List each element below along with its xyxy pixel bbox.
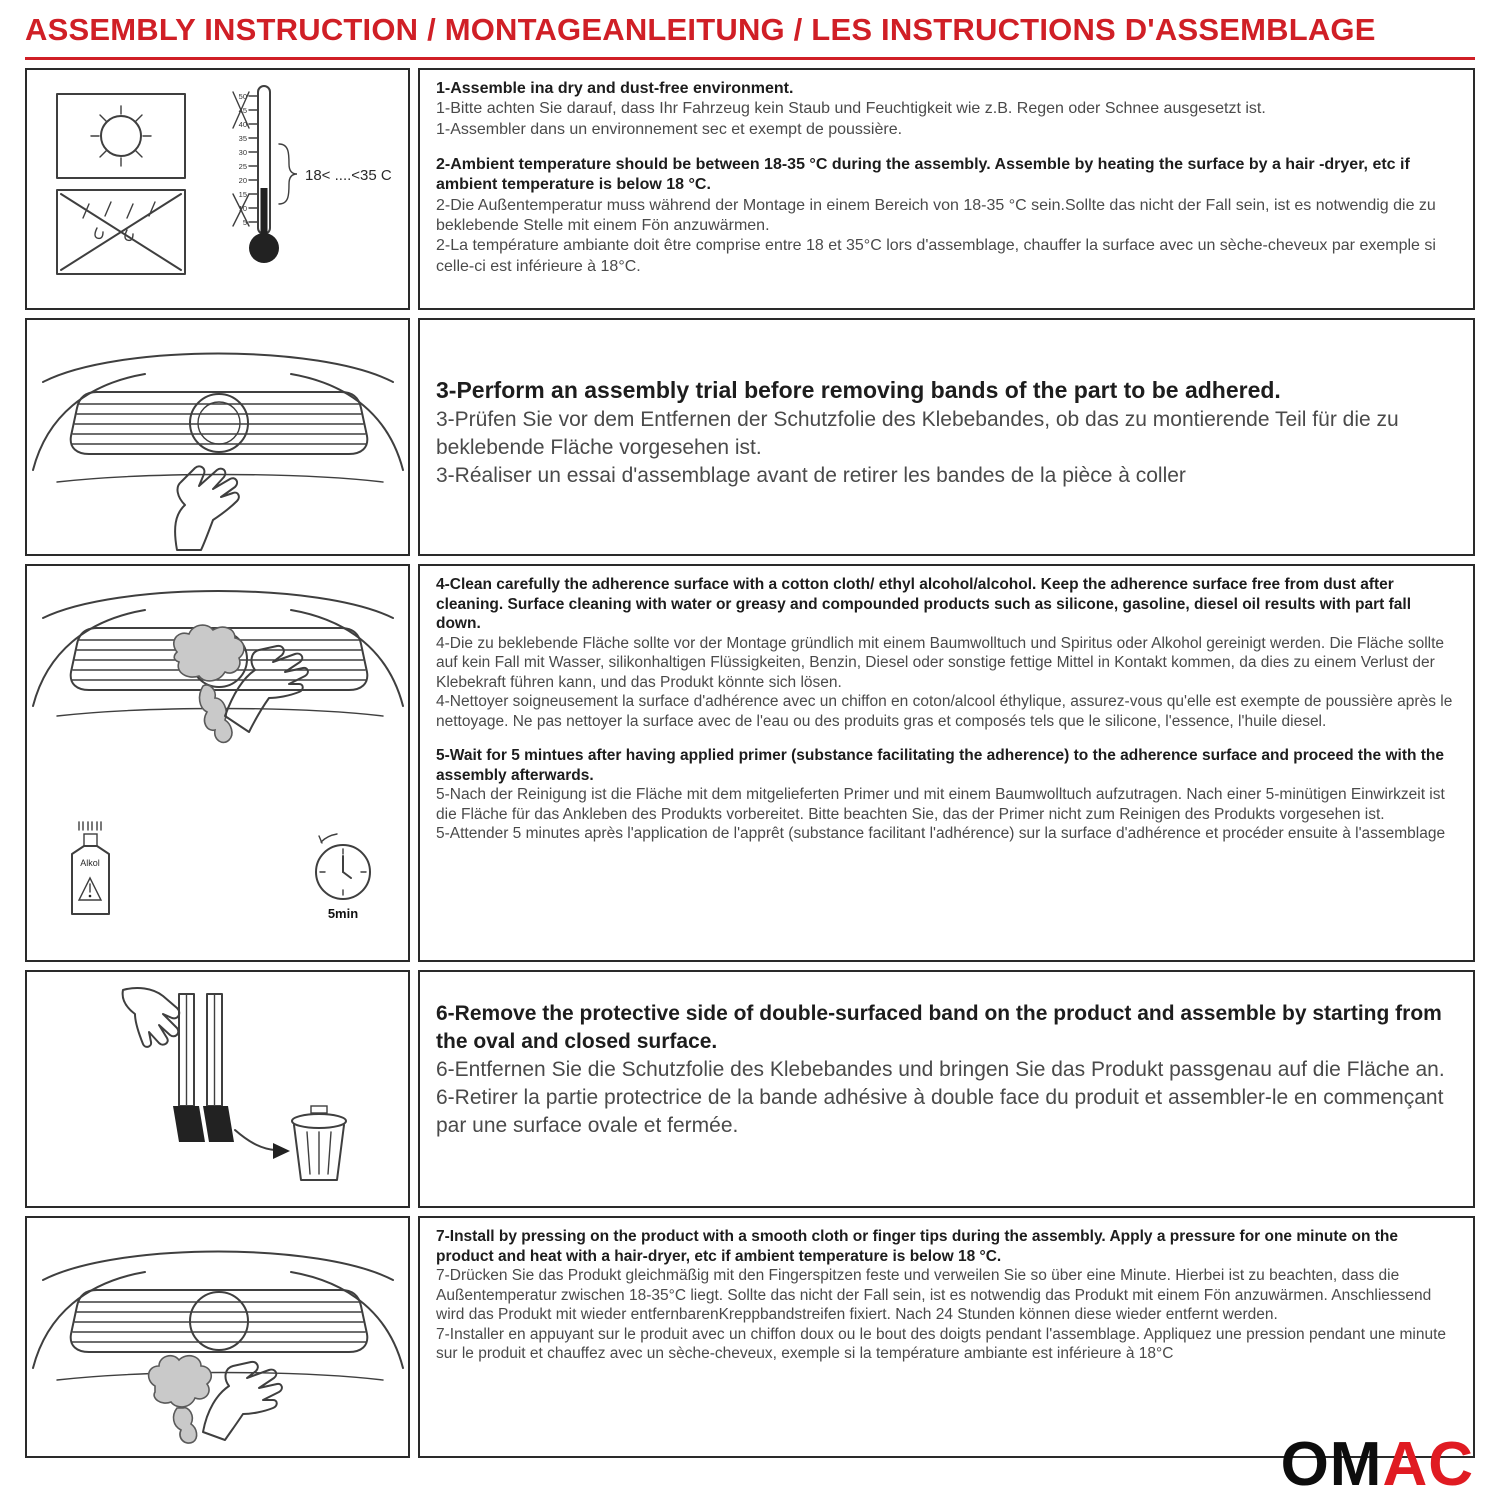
scale-40: 40 <box>238 120 247 129</box>
step-4-de: 4-Die zu beklebende Fläche sollte vor der Montage gründlich mit einem Baumwolltuch und Spiritus oder Alkohol gereinigt werden. Die Fläche sollte auf kein Fall mit Wasser, silikonhaltigen Flüssigkeiten, Benzin, Diesel oder sonstige fettige Mittel in Kontakt kommen, da dies zu einem Verlust der Klebekraft führen kann, und das Produkt könnte sich lösen. <box>436 634 1445 691</box>
scale-15: 15 <box>238 190 247 199</box>
omac-logo-red-part: AC <box>1382 1430 1474 1499</box>
thermometer-scale <box>233 92 258 227</box>
scale-10: 10 <box>238 204 247 213</box>
step-5-fr: 5-Attender 5 minutes après l'application de l'apprêt (substance facilitant l'adhérence) sur la surface d'adhérence et procéder ensuite à l'assemblage <box>436 825 1446 843</box>
figure-assembly-trial <box>25 318 410 556</box>
temp-range-label: 18< ....<35 C <box>305 167 392 184</box>
remove-band-illustration <box>27 972 408 1206</box>
step-2-en: 2-Ambient temperature should be between 18-35 °C during the assembly. Assemble by heating the surface by a hair -dryer, etc if ambient temperature is below 18 °C. <box>436 155 1410 194</box>
row-step-4-5 <box>25 564 1475 962</box>
omac-logo <box>1280 1430 1474 1499</box>
step-2-de: 2-Die Außentemperatur muss während der Montage in einem Bereich von 18-35 °C sein.Sollte das nicht der Fall sein, ist es notwendig die zu beklebende Stelle mit einem Fön anzuwärmen. <box>436 196 1436 234</box>
step-3-en: 3-Perform an assembly trial before removing bands of the part to be adhered. <box>436 377 1281 403</box>
car-grille-icon <box>33 1252 403 1381</box>
scale-25: 25 <box>238 162 247 171</box>
hand-icon <box>175 466 239 550</box>
figure-remove-band <box>25 970 410 1208</box>
sun-icon <box>57 94 185 178</box>
text-step-4-5 <box>418 564 1475 962</box>
clock-icon <box>316 834 370 921</box>
no-rain-icon <box>57 190 185 274</box>
figure-install <box>25 1216 410 1458</box>
step-1-fr: 1-Assembler dans un environnement sec et exempt de poussière. <box>436 120 903 138</box>
bottle-label: Alkol <box>80 858 100 868</box>
text-step-6 <box>418 970 1475 1208</box>
wait-time-label: 5min <box>327 906 359 921</box>
scale-45: 45 <box>238 106 247 115</box>
step-1-en: 1-Assemble ina dry and dust-free environment. <box>436 80 794 97</box>
tape-strips-icon <box>173 994 234 1142</box>
step-3-de: 3-Prüfen Sie vor dem Entfernen der Schutzfolie des Klebebandes, ob das zu montierende Teil für die zu beklebende Fläche vorgesehen ist. <box>436 407 1399 459</box>
step-3-fr: 3-Réaliser un essai d'assemblage avant de retirer les bandes de la pièce à coller <box>436 463 1186 487</box>
omac-logo-black-part: OM <box>1280 1430 1383 1499</box>
step-5-de: 5-Nach der Reinigung ist die Fläche mit dem mitgelieferten Primer und mit einem Baumwolltuch aufzutragen. Nach einer 5-minütigen Einwirkzeit ist die Fläche für das Ankleben des Produkts vorbereitet. Bitte beachten Sie, das der Primer nicht zum Reinigen des Produkts vorgesehen ist. <box>436 786 1445 823</box>
figure-cleaning <box>25 564 410 962</box>
step-1-de: 1-Bitte achten Sie darauf, dass Ihr Fahrzeug kein Staub und Feuchtigkeit wie z.B. Regen oder Schnee ausgesetzt ist. <box>436 100 1266 118</box>
instruction-rows <box>0 60 1500 1458</box>
step-4-en: 4-Clean carefully the adherence surface with a cotton cloth/ ethyl alcohol/alcohol. Keep the adherence surface free from dust after cleaning. Surface cleaning with water or greasy and compounded products such as silicone, gasoline, diesel oil results with part fall down. <box>436 576 1412 633</box>
alcohol-bottle-icon <box>72 822 109 914</box>
row-step-1-2 <box>25 68 1475 310</box>
scale-35: 35 <box>238 134 247 143</box>
page-header <box>0 0 1500 48</box>
page-title: ASSEMBLY INSTRUCTION / MONTAGEANLEITUNG / LES INSTRUCTIONS D'ASSEMBLAGE <box>25 12 1376 47</box>
step-4-fr: 4-Nettoyer soigneusement la surface d'adhérence avec un chiffon en coton/alcool éthylique, assurez-vous qu'elle est exempte de poussière après le nettoyage. Ne pas nettoyer la surface avec de l'eau ou des produits gras et composés tels que le silicone, l'essence, l'huile diesel. <box>436 693 1453 730</box>
step-7-fr: 7-Installer en appuyant sur le produit avec un chiffon doux ou le bout des doigts pendant l'assemblage. Appliquez une pression pendant une minute sur le produit et chauffez avec un sèche-cheveux, exemple si la température ambiante est inférieure à 18°C <box>436 1325 1447 1363</box>
cleaning-illustration <box>27 566 408 960</box>
scale-50: 50 <box>238 92 247 101</box>
hand-icon <box>123 988 180 1047</box>
text-step-7 <box>418 1216 1475 1458</box>
car-grille-icon <box>33 354 403 483</box>
step-7-en: 7-Install by pressing on the product with a smooth cloth or finger tips during the assembly. Apply a pressure for one minute on the product and heat with a hair-dryer, etc if ambient temperature is below 18 °C. <box>436 1228 1398 1265</box>
step-6-en: 6-Remove the protective side of double-surfaced band on the product and assemble by starting from the oval and closed surface. <box>436 1002 1442 1053</box>
grille-trial-illustration <box>27 320 408 554</box>
text-step-3 <box>418 318 1475 556</box>
figure-environment <box>25 68 410 310</box>
install-illustration <box>27 1218 408 1456</box>
environment-illustration <box>27 70 408 308</box>
step-2-fr: 2-La température ambiante doit être comprise entre 18 et 35°C lors d'assemblage, chauffer la surface avec un sèche-cheveux par exemple si celle-ci est inférieure à 18°C. <box>436 237 1436 275</box>
row-step-7 <box>25 1216 1475 1458</box>
cloth-icon <box>149 1356 212 1443</box>
row-step-3 <box>25 318 1475 556</box>
row-step-6 <box>25 970 1475 1208</box>
range-bracket <box>279 144 297 204</box>
scale-20: 20 <box>238 176 247 185</box>
text-step-1-2 <box>418 68 1475 310</box>
arrow-icon <box>235 1130 290 1159</box>
step-5-en: 5-Wait for 5 mintues after having applied primer (substance facilitating the adherence) to the adherence surface and proceed the with the assembly afterwards. <box>436 747 1444 784</box>
step-7-de: 7-Drücken Sie das Produkt gleichmäßig mit den Fingerspitzen feste und verweilen Sie so über eine Minute. Hierbei ist zu beachten, dass die Außentemperatur zwischen 18-35°C liegt. Sollte das nicht der Fall sein, ist es notwendig das Produkt mit einem Fön anzuwärmen. Anschliessend wird das Produkt mit wieder entfernbarenKreppbandstreifen fixiert. Nach 24 Stunden können diese wieder entfernt werden. <box>436 1267 1432 1324</box>
scale-5: 5 <box>242 218 247 227</box>
thermometer-icon <box>233 86 392 263</box>
scale-30: 30 <box>238 148 247 157</box>
trash-can-icon <box>292 1106 346 1180</box>
step-6-de: 6-Entfernen Sie die Schutzfolie des Klebebandes und bringen Sie das Produkt passgenau auf die Fläche an. <box>436 1057 1445 1081</box>
step-6-fr: 6-Retirer la partie protectrice de la bande adhésive à double face du produit et assembler-le en commençant par une surface ovale et fermée. <box>436 1085 1444 1137</box>
